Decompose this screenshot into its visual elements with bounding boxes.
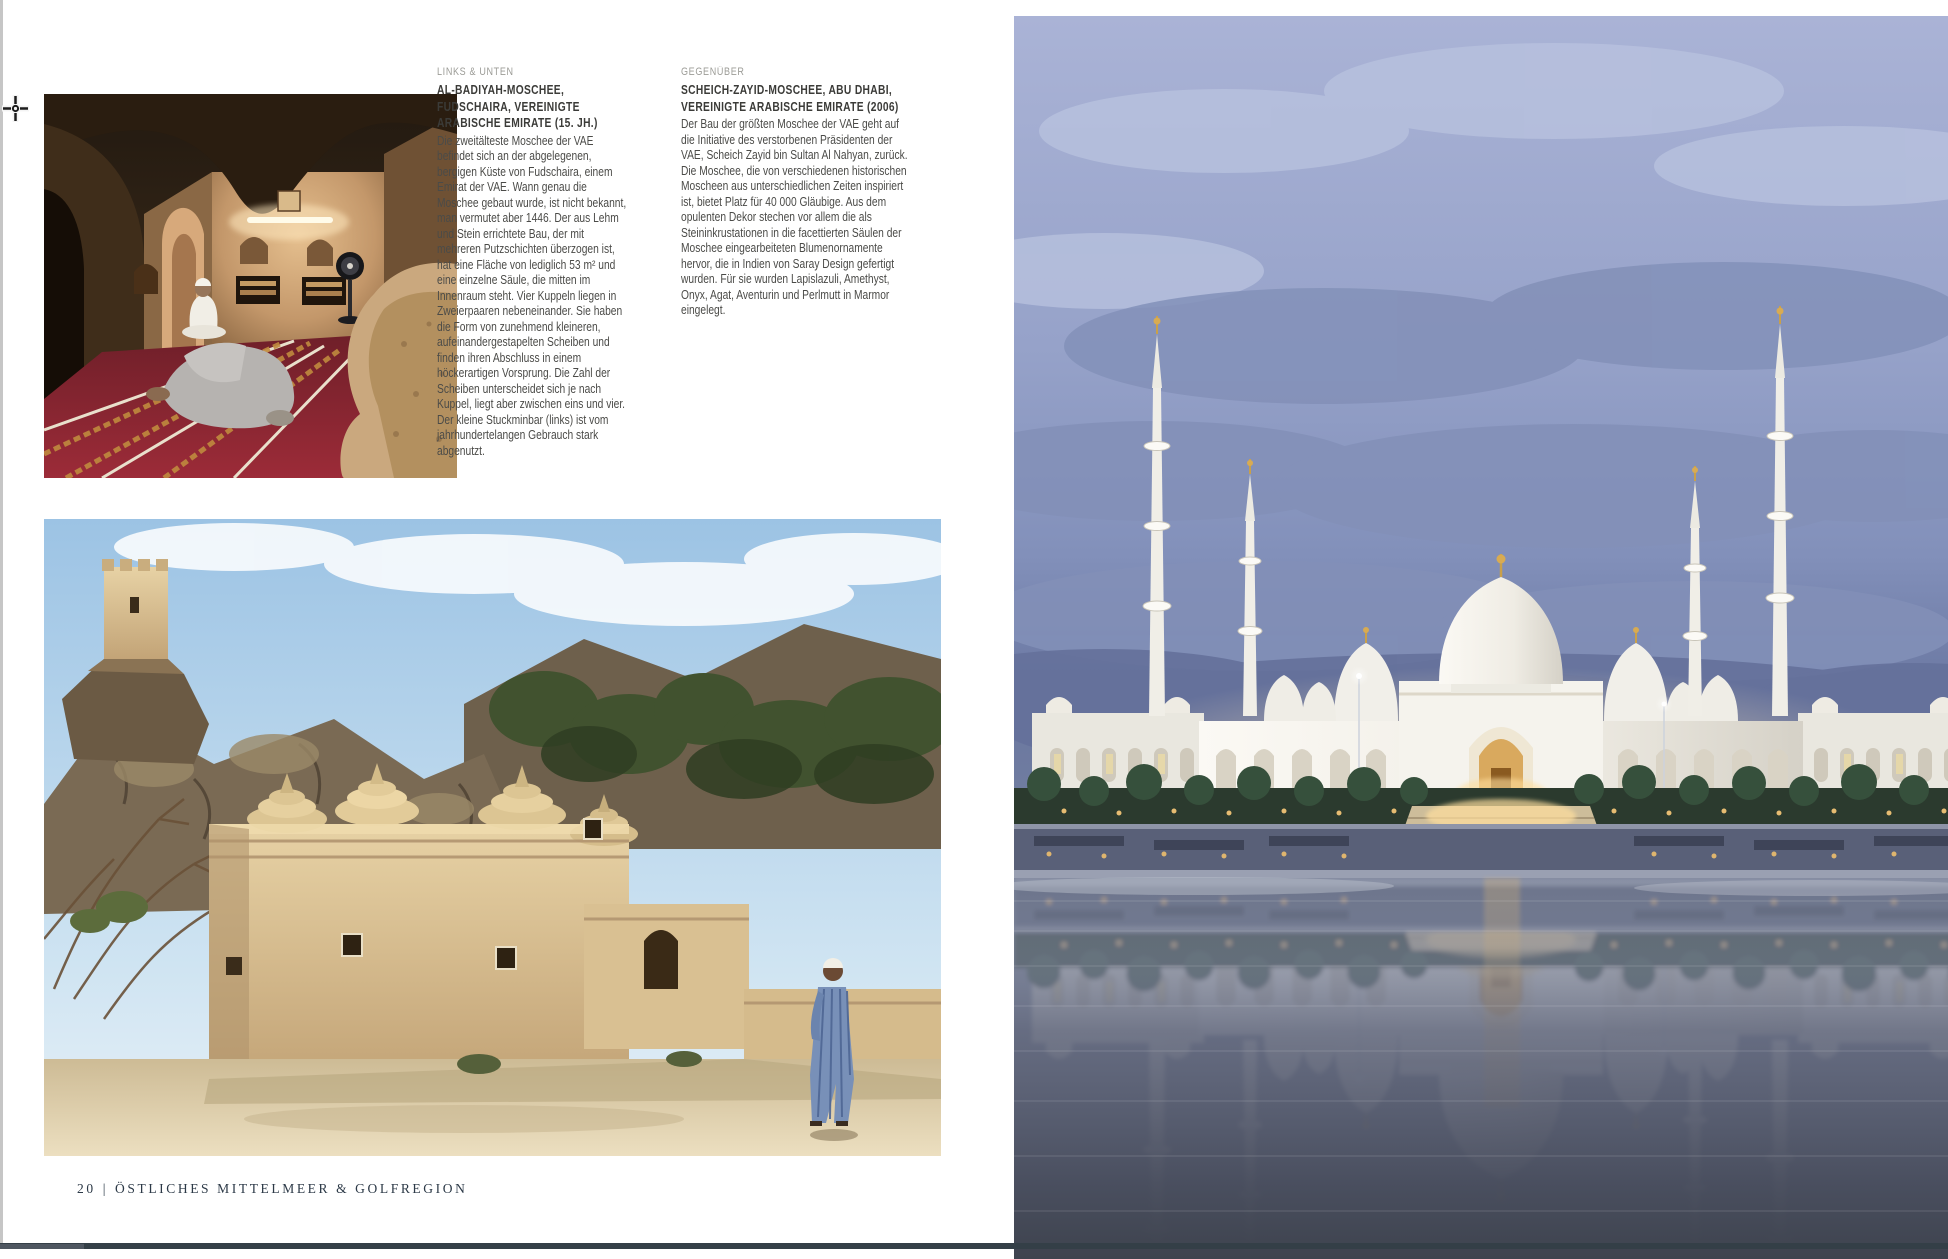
page-number: 20 [77,1181,96,1196]
bottom-strip-left-segment [0,1244,84,1249]
caption-title: AL-BADIYAH-MOSCHEE, FUDSCHAIRA, VEREINIGTE ARABISCHE EMIRATE (15. JH.) [437,83,598,130]
opposite-photo-illustration [1014,16,1948,1259]
caption-kicker: GEGENÜBER [681,66,745,78]
caption-column-right [681,66,910,319]
bottom-strip [0,1243,1948,1249]
section-title: ÖSTLICHES MITTELMEER & GOLFREGION [115,1181,468,1196]
crosshair-cursor-icon [2,95,29,122]
interior-photo-illustration [44,94,457,478]
caption-body: Der Bau der größten Moschee der VAE geht auf die Initiative des verstorbenen Präsidenten der VAE, Scheich Zayid bin Sultan Al Nahyan, zurück. Die Moschee, die von verschiedenen historischen Moscheen aus unterschiedlichen Zeiten inspiriert ist, bietet Platz für 40 000 Gläubige. Aus dem opulenten Dekor stechen vor allem die als Steininkrustationen in die facettierten Säulen der Moschee eingearbeiteten Blumenornamente hervor, die in Indien von Saray Design gefertigt wurden. Für sie wurden Lapislazuli, Amethyst, Onyx, Agat, Aventurin und Perlmutt in Marmor eingelegt. [681,117,908,317]
caption-title: SCHEICH-ZAYID-MOSCHEE, ABU DHABI, VEREINIGTE ARABISCHE EMIRATE (2006) [681,83,899,114]
footer-separator: | [102,1181,109,1196]
interior-photo [44,94,457,478]
page-left-edge [0,0,3,1249]
caption-column-left [437,66,628,459]
exterior-photo [44,519,941,1156]
page-footer [77,1181,467,1197]
exterior-photo-illustration [44,519,941,1156]
caption-body: Die zweitälteste Moschee der VAE befindet sich an der abgelegenen, bergigen Küste von Fudschaira, einem Emirat der VAE. Wann genau die Moschee gebaut wurde, ist nicht bekannt, man vermutet aber 1446. Der aus Lehm und Stein errichtete Bau, der mit mehreren Putzschichten überzogen ist, hat eine Fläche von lediglich 53 m² und eine einzelne Säule, die mitten im Innenraum steht. Vier Kuppeln liegen in Zweierpaaren nebeneinander. Sie haben die Form von zunehmend kleineren, aufeinandergestapelten Scheiben und finden ihren Abschluss in einem höckerartigen Vorsprung. Die Zahl der Scheiben unterscheidet sich je nach Kuppel, liegt aber zwischen eins und vier. Der kleine Stuckminbar (links) ist vom jahrhundertelangen Gebrauch stark abgenutzt. [437,133,627,458]
opposite-page-photo [1014,16,1948,1259]
caption-kicker: LINKS & UNTEN [437,66,514,78]
